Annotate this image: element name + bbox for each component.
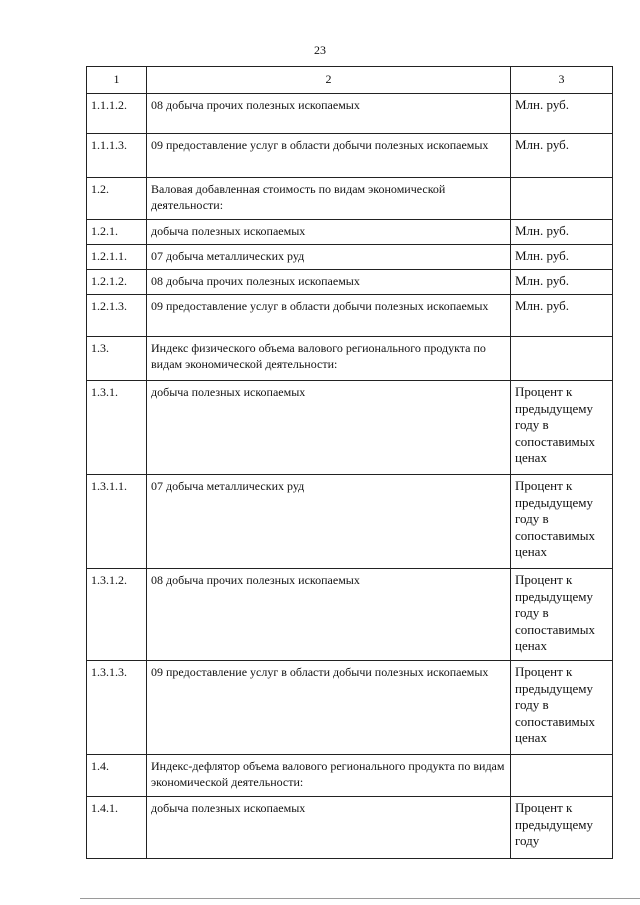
table-row (87, 220, 613, 245)
indicators-table (86, 66, 613, 859)
row-unit: Млн. руб. (511, 245, 613, 270)
row-indicator-name: 09 предоставление услуг в области добычи полезных ископаемых (147, 661, 511, 755)
table-row (87, 755, 613, 797)
table-row (87, 134, 613, 178)
row-unit (511, 755, 613, 797)
row-indicator-name: 07 добыча металлических руд (147, 475, 511, 569)
row-number: 1.3.1. (87, 381, 147, 475)
row-number: 1.2.1.2. (87, 270, 147, 295)
row-number: 1.1.1.2. (87, 94, 147, 134)
row-unit: Процент к предыдущему году в сопоставимых ценах (511, 569, 613, 661)
table-row (87, 245, 613, 270)
scan-edge-line (80, 898, 640, 899)
row-unit: Процент к предыдущему году (511, 797, 613, 859)
page-number: 23 (314, 43, 326, 57)
row-unit: Млн. руб. (511, 134, 613, 178)
column-header-unit: 3 (511, 67, 613, 94)
row-unit: Млн. руб. (511, 94, 613, 134)
row-number: 1.2. (87, 178, 147, 220)
column-header-number: 1 (87, 67, 147, 94)
row-indicator-name: добыча полезных ископаемых (147, 797, 511, 859)
row-number: 1.4. (87, 755, 147, 797)
row-indicator-name: добыча полезных ископаемых (147, 381, 511, 475)
row-indicator-name: 08 добыча прочих полезных ископаемых (147, 94, 511, 134)
table-row (87, 270, 613, 295)
row-indicator-name: 08 добыча прочих полезных ископаемых (147, 270, 511, 295)
row-number: 1.2.1.1. (87, 245, 147, 270)
row-unit (511, 178, 613, 220)
row-unit: Процент к предыдущему году в сопоставимых ценах (511, 381, 613, 475)
table-row (87, 797, 613, 859)
row-unit: Процент к предыдущему году в сопоставимых ценах (511, 661, 613, 755)
table-row (87, 475, 613, 569)
table-row (87, 569, 613, 661)
table-row (87, 381, 613, 475)
row-indicator-name: Индекс-дефлятор объема валового регионального продукта по видам экономической деятельности: (147, 755, 511, 797)
table-row (87, 178, 613, 220)
table-row (87, 661, 613, 755)
row-unit (511, 337, 613, 381)
row-unit: Млн. руб. (511, 220, 613, 245)
row-indicator-name: 09 предоставление услуг в области добычи полезных ископаемых (147, 295, 511, 337)
row-indicator-name: 07 добыча металлических руд (147, 245, 511, 270)
row-number: 1.3.1.2. (87, 569, 147, 661)
row-indicator-name: 09 предоставление услуг в области добычи полезных ископаемых (147, 134, 511, 178)
table-body (87, 94, 613, 859)
table-row (87, 94, 613, 134)
row-number: 1.2.1. (87, 220, 147, 245)
row-number: 1.3.1.1. (87, 475, 147, 569)
row-number: 1.4.1. (87, 797, 147, 859)
row-unit: Процент к предыдущему году в сопоставимых ценах (511, 475, 613, 569)
table-header-row (87, 67, 613, 94)
column-header-indicator: 2 (147, 67, 511, 94)
row-number: 1.2.1.3. (87, 295, 147, 337)
row-indicator-name: Индекс физического объема валового регионального продукта по видам экономической деятельности: (147, 337, 511, 381)
row-number: 1.3.1.3. (87, 661, 147, 755)
row-unit: Млн. руб. (511, 270, 613, 295)
row-indicator-name: 08 добыча прочих полезных ископаемых (147, 569, 511, 661)
row-unit: Млн. руб. (511, 295, 613, 337)
table-row (87, 295, 613, 337)
row-indicator-name: Валовая добавленная стоимость по видам экономической деятельности: (147, 178, 511, 220)
row-indicator-name: добыча полезных ископаемых (147, 220, 511, 245)
row-number: 1.1.1.3. (87, 134, 147, 178)
row-number: 1.3. (87, 337, 147, 381)
table-row (87, 337, 613, 381)
